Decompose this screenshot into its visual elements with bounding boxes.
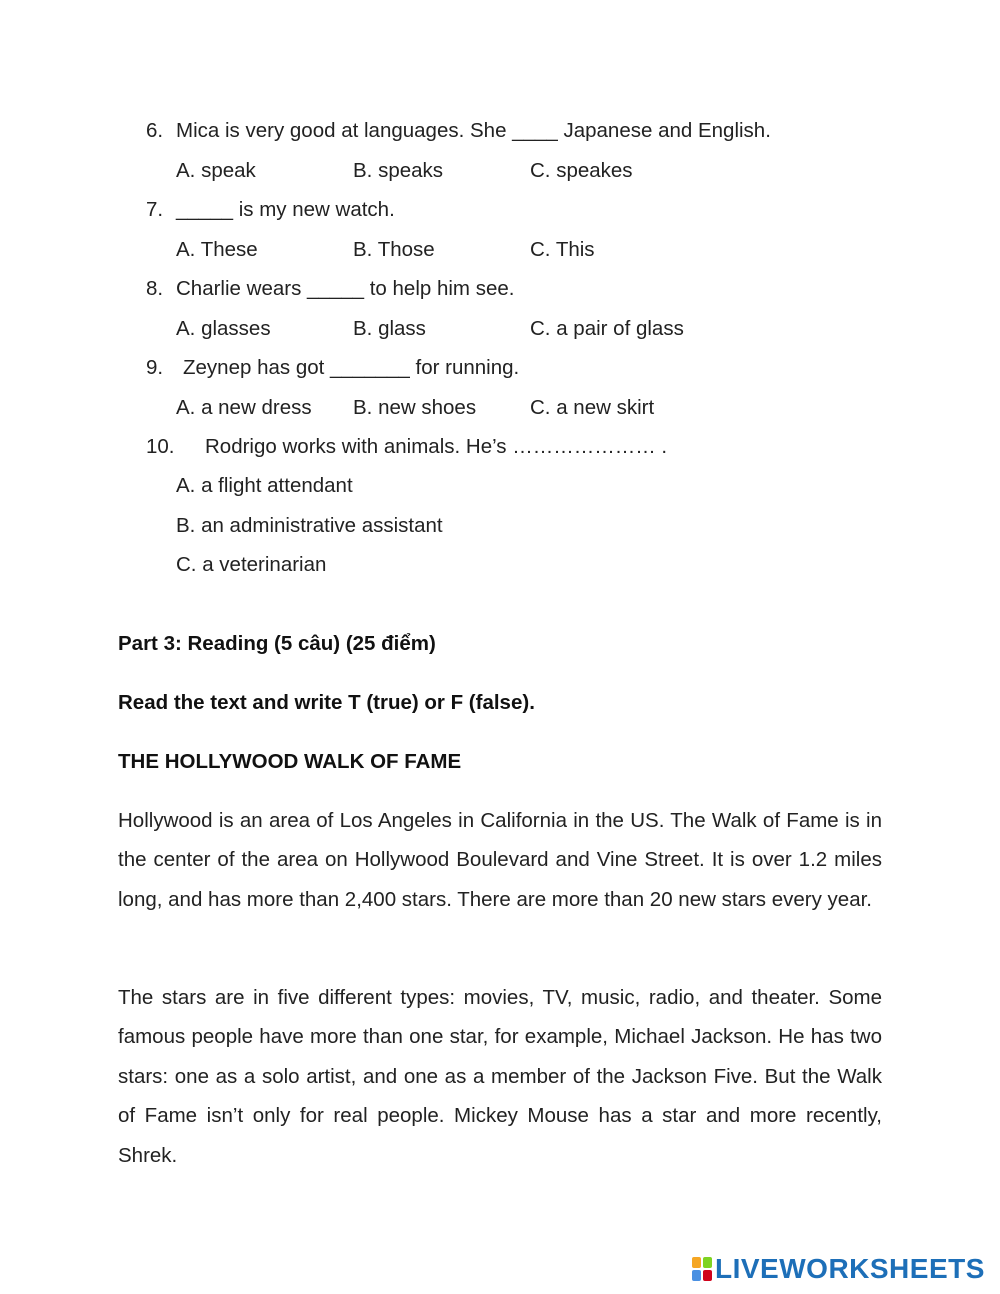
question-stem: Charlie wears _____ to help him see.: [176, 277, 515, 300]
paragraph-text: Hollywood is an area of Los Angeles in California in the US. The Walk of Fame is in the center of the area on Hollywood Boulevard and Vine Street. It is over 1.2 miles long, and has more than 2,400 stars. There are more than 20 new stars every year.: [118, 809, 882, 911]
answer-option[interactable]: B. an administrative assistant: [176, 514, 443, 537]
answer-option[interactable]: B. glass: [353, 317, 426, 340]
answer-option[interactable]: C. speakes: [530, 159, 633, 182]
answer-option[interactable]: B. Those: [353, 238, 435, 261]
instruction: Read the text and write T (true) or F (false).: [118, 691, 535, 714]
reading-paragraph: [118, 978, 882, 1175]
question-stem: Zeynep has got _______ for running.: [183, 356, 520, 379]
answer-option[interactable]: B. speaks: [353, 159, 444, 182]
answer-option[interactable]: C. a new skirt: [530, 396, 655, 419]
reading-paragraph: [118, 801, 882, 919]
answer-option[interactable]: C. a pair of glass: [530, 317, 684, 340]
logo-block: [703, 1270, 712, 1281]
answer-option[interactable]: C. a veterinarian: [176, 553, 327, 576]
logo-text: LIVEWORKSHEETS: [715, 1253, 985, 1284]
question-stem: Mica is very good at languages. She ____ Japanese and English.: [176, 119, 771, 142]
answer-option[interactable]: A. a flight attendant: [176, 474, 353, 497]
answer-option[interactable]: A. a new dress: [176, 396, 312, 419]
question-number: 8.: [146, 277, 164, 300]
answer-option[interactable]: B. new shoes: [353, 396, 477, 419]
answer-option[interactable]: A. speak: [176, 159, 256, 182]
answer-option[interactable]: A. glasses: [176, 317, 271, 340]
question-number: 9.: [146, 356, 164, 379]
question-stem: _____ is my new watch.: [176, 198, 395, 221]
liveworksheets-logo: [692, 1254, 985, 1284]
answer-option[interactable]: C. This: [530, 238, 595, 261]
answer-option[interactable]: A. These: [176, 238, 258, 261]
question-number: 6.: [146, 119, 164, 142]
logo-block: [692, 1270, 701, 1281]
part-heading: Part 3: Reading (5 câu) (25 điểm): [118, 632, 436, 655]
logo-block: [692, 1257, 701, 1268]
question-stem: Rodrigo works with animals. He’s ………………… .: [205, 435, 668, 458]
logo-block: [703, 1257, 712, 1268]
question-number: 10.: [146, 435, 175, 458]
reading-title: THE HOLLYWOOD WALK OF FAME: [118, 750, 462, 773]
paragraph-text: The stars are in five different types: movies, TV, music, radio, and theater. Some famous people have more than one star, for example, Michael Jackson. He has two stars: one as a solo artist, and one as a member of the Jackson Five. But the Walk of Fame isn’t only for real people. Mickey Mouse has a star and more recently, Shrek.: [118, 986, 882, 1167]
question-number: 7.: [146, 198, 164, 221]
logo-icon: [692, 1257, 712, 1281]
